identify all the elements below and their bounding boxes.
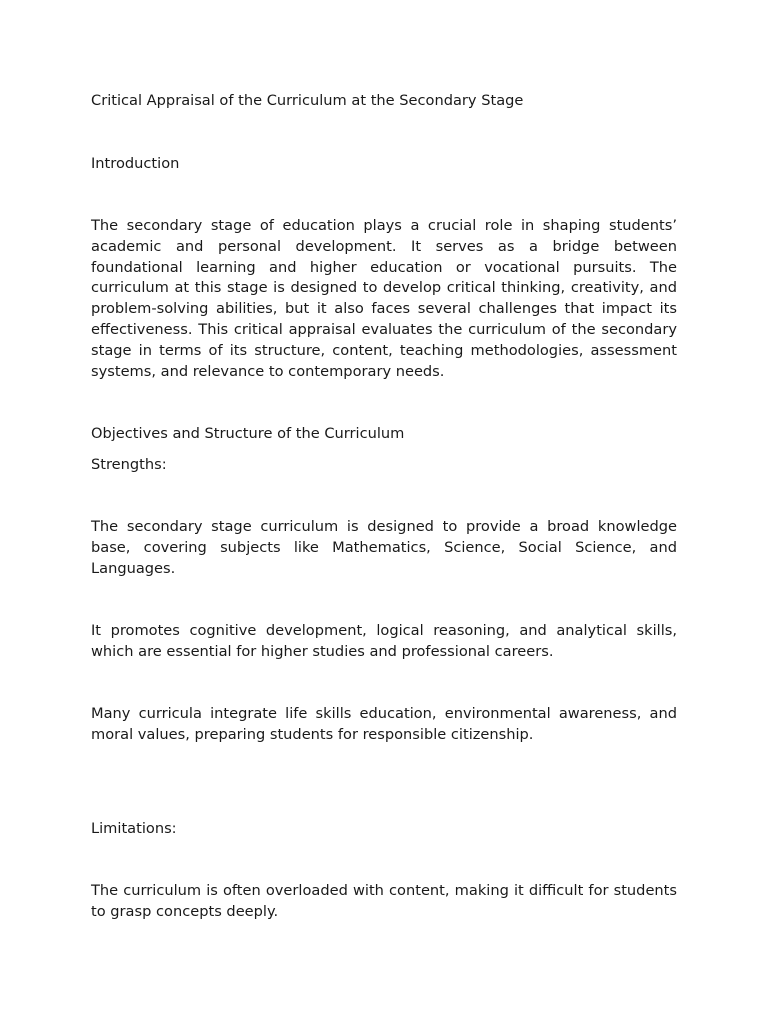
limitations-heading: Limitations: [91, 820, 177, 837]
introduction-heading: Introduction [91, 155, 180, 172]
strength-paragraph: The secondary stage curriculum is designed to provide a broad knowledge base, covering subjects like Mathematics, Science, Social Science, and Languages. [91, 518, 677, 577]
introduction-paragraph: The secondary stage of education plays a crucial role in shaping students’ academic and personal development. It serves as a bridge between foundational learning and higher education or vocational pursuits. The curriculum at this stage is designed to develop critical thinking, creativity, and problem-solving abilities, but it also faces several challenges that impact its effectiveness. This critical appraisal evaluates the curriculum of the secondary stage in terms of its structure, content, teaching methodologies, assessment systems, and relevance to contemporary needs. [91, 217, 677, 380]
strength-paragraph: Many curricula integrate life skills education, environmental awareness, and moral values, preparing students for responsible citizenship. [91, 705, 677, 743]
document-title: Critical Appraisal of the Curriculum at the Secondary Stage [91, 92, 524, 109]
section-heading: Objectives and Structure of the Curriculum [91, 425, 405, 442]
strengths-heading: Strengths: [91, 456, 167, 473]
strength-paragraph: It promotes cognitive development, logical reasoning, and analytical skills, which are essential for higher studies and professional careers. [91, 622, 677, 660]
limitation-paragraph: The curriculum is often overloaded with content, making it difficult for students to grasp concepts deeply. [91, 882, 677, 920]
